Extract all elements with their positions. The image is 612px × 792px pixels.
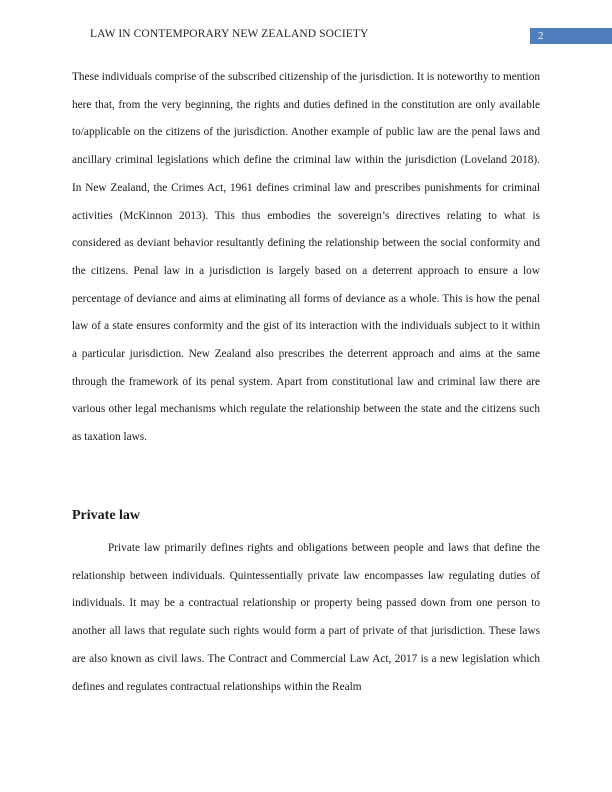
body-paragraph-private-law: Private law primarily defines rights and obligations between people and laws that define the relationship between individuals. Quintessentially private law encompasses law regulating duties of individuals. It may be a contractual relationship or property being passed down from one person to another all laws that regulate such rights would form a part of private of that jurisdiction. These laws are also known as civil laws. The Contract and Commercial Law Act, 2017 is a new legislation which defines and regulates contractual relationships within the Realm: [72, 542, 540, 693]
page-number-badge: 2: [530, 28, 612, 44]
running-header: LAW IN CONTEMPORARY NEW ZEALAND SOCIETY: [90, 28, 369, 40]
body-paragraph-public-law: These individuals comprise of the subscribed citizenship of the jurisdiction. It is noteworthy to mention here that, from the very beginning, the rights and duties defined in the constitution are only available to/applicable on the citizens of the jurisdiction. Another example of public law are the penal laws and ancillary criminal legislations which define the criminal law within the jurisdiction (Loveland 2018). In New Zealand, the Crimes Act, 1961 defines criminal law and prescribes punishments for criminal activities (McKinnon 2013). This thus embodies the sovereign’s directives relating to what is considered as deviant behavior resultantly defining the relationship between the social conformity and the citizens. Penal law in a jurisdiction is largely based on a deterrent approach to ensure a low percentage of deviance and aims at eliminating all forms of deviance as a whole. This is how the penal law of a state ensures conformity and the gist of its interaction with the individuals subject to it within a particular jurisdiction. New Zealand also prescribes the deterrent approach and aims at the same through the framework of its penal system. Apart from constitutional law and criminal law there are various other legal mechanisms which regulate the relationship between the state and the citizens such as taxation laws.: [72, 71, 540, 444]
section-heading-private-law: Private law: [72, 508, 141, 523]
